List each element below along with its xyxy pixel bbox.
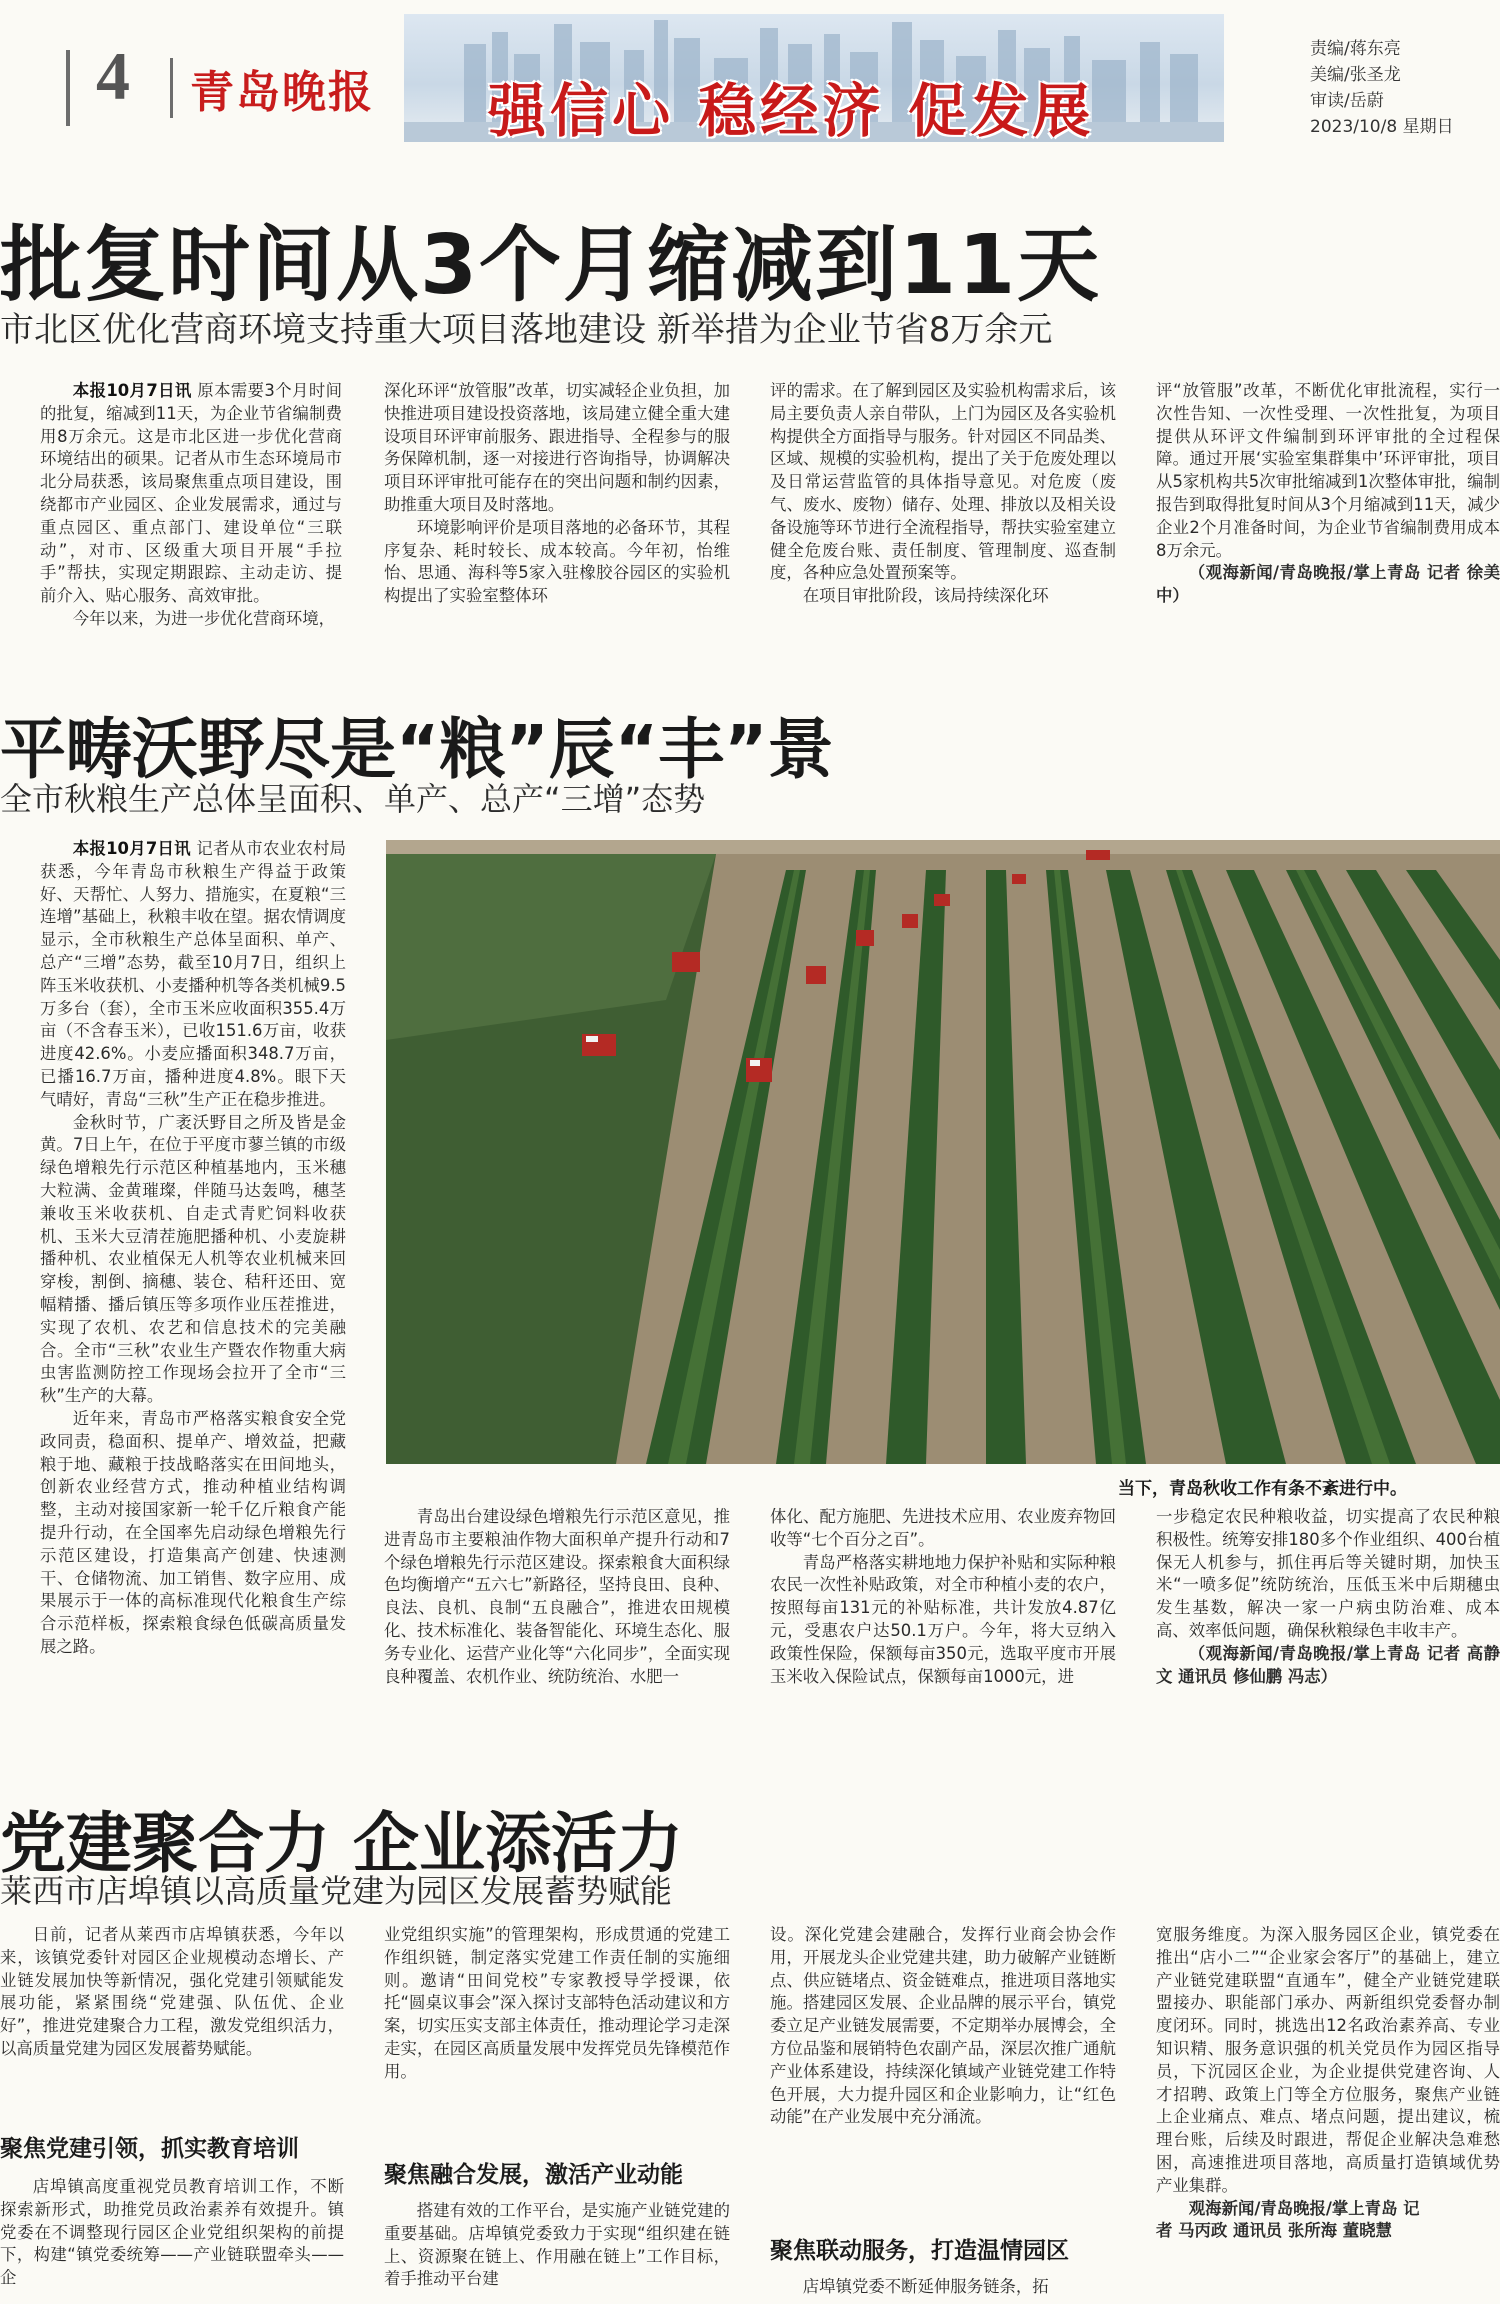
article3-column-2b	[384, 2200, 730, 2304]
section-heading: 聚焦党建引领，抓实教育培训	[0, 2136, 299, 2162]
harvest-photo	[386, 840, 1500, 1464]
masthead-divider	[66, 50, 70, 126]
proofreader-credit: 审读/岳蔚	[1310, 91, 1384, 111]
article-paragraph: 环境影响评价是项目落地的必备环节，其程序复杂、耗时较长、成本较高。今年初，怡维怡、思通、海科等5家入驻橡胶谷园区的实验机构提出了实验室整体环	[384, 517, 730, 606]
article2-column-3	[770, 1506, 1116, 1728]
article-paragraph: 评的需求。在了解到园区及实验机构需求后，该局主要负责人亲自带队，上门为园区及各实验机构提供全方面指导与服务。针对园区不同品类、区域、规模的实验机构，提出了关于危废处理以及日常运营监管的具体指导意见。对危废（废气、废水、废物）储存、处理、排放以及相关设备设施等环节进行全流程指导，帮扶实验室建立健全危废台账、责任制度、管理制度、巡查制度，各种应急处置预案等。	[770, 381, 1116, 583]
article1-headline: 批复时间从3个月缩减到11天	[0, 218, 1102, 313]
article-paragraph: 青岛出台建设绿色增粮先行示范区意见，推进青岛市主要粮油作物大面积单产提升行动和7个绿色增粮先行示范区建设。探索粮食大面积绿色均衡增产“五六七”新路径，坚持良田、良种、良法、良机、良制“五良融合”，推进农田规模化、技术标准化、装备智能化、环境生态化、服务专业化、运营产业化等“六化同步”，全面实现良种覆盖、农机作业、统防统治、水肥一	[384, 1507, 730, 1686]
editor-credits	[1310, 36, 1454, 140]
section-heading: 聚焦联动服务，打造温情园区	[770, 2238, 1069, 2264]
page-number: 4	[96, 38, 130, 114]
article3-column-3b	[770, 2276, 1116, 2304]
article2-column-4	[1156, 1506, 1500, 1728]
harvest-field-image	[386, 840, 1500, 1464]
article-paragraph: 今年以来，为进一步优化营商环境，	[72, 608, 336, 628]
article3-headline: 党建聚合力 企业添活力	[0, 1805, 683, 1882]
article3-column-1b	[0, 2176, 344, 2304]
dateline: 本报10月7日讯	[72, 381, 192, 400]
article-byline: 者 马丙政 通讯员 张所海 董晓慧	[1156, 2221, 1392, 2241]
designer-credit: 美编/张圣龙	[1310, 65, 1401, 85]
article3-column-4	[1156, 1924, 1500, 2304]
section-heading: 聚焦融合发展，激活产业动能	[384, 2162, 683, 2188]
article-paragraph: 店埠镇党委不断延伸服务链条，拓	[802, 2277, 1049, 2296]
article-paragraph: 日前，记者从莱西市店埠镇获悉，今年以来，该镇党委针对园区企业规模动态增长、产业链发展加快等新情况，强化党建引领赋能发展功能，紧紧围绕“党建强、队伍优、企业好”，推进党建聚合力工程，激发党组织活力，以高质量党建为园区发展蓄势赋能。	[0, 1925, 344, 2058]
article-paragraph: 在项目审批阶段，该局持续深化环	[802, 586, 1049, 606]
editor-credit: 责编/蒋东亮	[1310, 39, 1401, 59]
article1-column-2	[384, 380, 730, 664]
article-paragraph: 评“放管服”改革，不断优化审批流程，实行一次性告知、一次性受理、一次性批复，为项目提供从环评文件编制到环评审批的全过程保障。通过开展‘实验室集群集中’环评审批，项目从5家机构共5次审批缩减到1次整体审批，编制报告到取得批复时间从3个月缩减到11天，减少企业2个月准备时间，为企业节省编制费用成本8万余元。	[1156, 381, 1500, 560]
article3-column-2	[384, 1924, 730, 2124]
article-paragraph: 店埠镇高度重视党员教育培训工作，不断探索新形式，助推党员政治素养有效提升。镇党委在不调整现行园区企业党组织架构的前提下，构建“镇党委统筹——产业链联盟牵头——企	[0, 2177, 344, 2288]
article-paragraph: 宽服务维度。为深入服务园区企业，镇党委在推出“店小二”“企业家会客厅”的基础上，建立产业链党建联盟“直通车”，健全产业链党建联盟接办、职能部门承办、两新组织党委督办制度闭环。同时，挑选出12名政治素养高、专业知识精、服务意识强的机关党员作为园区指导员，下沉园区企业，为企业提供党建咨询、人才招聘、政策上门等全方位服务，聚焦产业链上企业痛点、难点、堵点问题，提出建议，梳理台账，后续及时跟进，帮促企业解决急难愁困，高速推进项目落地，高质量打造镇域优势产业集群。	[1156, 1925, 1500, 2195]
photo-caption: 当下，青岛秋收工作有条不紊进行中。	[1118, 1479, 1407, 1499]
article3-subheadline: 莱西市店埠镇以高质量党建为园区发展蓄势赋能	[0, 1872, 673, 1910]
issue-date: 2023/10/8 星期日	[1310, 117, 1454, 137]
article1-column-4	[1156, 380, 1500, 664]
article-paragraph: 近年来，青岛市严格落实粮食安全党政同责，稳面积、提单产、增效益，把藏粮于地、藏粮于技战略落实在田间地头，创新农业经营方式，推动种植业结构调整，主动对接国家新一轮千亿斤粮食产能提升行动，在全国率先启动绿色增粮先行示范区建设，打造集高产创建、快速测干、仓储物流、加工销售、数字应用、成果展示于一体的高标准现代化粮食生产综合示范样板，探索粮食绿色低碳高质量发展之路。	[40, 1408, 346, 1656]
article-paragraph: 业党组织实施”的管理架构，形成贯通的党建工作组织链，制定落实党建工作责任制的实施细则。邀请“田间党校”专家教授导学授课，依托“圆桌议事会”深入探讨支部特色活动建议和方案，切实压实支部主体责任，推动理论学习走深走实，在园区高质量发展中发挥党员先锋模范作用。	[384, 1925, 730, 2081]
article-text: 原本需要3个月时间的批复，缩减到11天，为企业节省编制费用8万余元。这是市北区进一步优化营商环境结出的硕果。记者从市生态环境局市北分局获悉，该局聚焦重点项目建设，围绕都市产业园区、企业发展需求，通过与重点园区、重点部门、建设单位“三联动”，对市、区级重大项目开展“手拉手”帮扶，实现定期跟踪、主动走访、提前介入、贴心服务、高效审批。	[40, 381, 342, 606]
slogan-banner	[404, 14, 1224, 142]
article-paragraph: 搭建有效的工作平台，是实施产业链党建的重要基础。店埠镇党委致力于实现“组织建在链上、资源聚在链上、作用融在链上”工作目标，着手推动平台建	[384, 2201, 730, 2289]
article-paragraph: 深化环评“放管服”改革，切实减轻企业负担，加快推进项目建设投资落地，该局建立健全重大建设项目环评审前服务、跟进指导、全程参与的服务保障机制，逐一对接进行咨询指导，协调解决项目环评审批可能存在的突出问题和制约因素，助推重大项目及时落地。	[384, 381, 730, 514]
dateline: 本报10月7日讯	[72, 839, 191, 858]
article3-column-1	[0, 1924, 344, 2136]
slogan-text: 强信心 稳经济 促发展	[488, 77, 1095, 142]
article-byline: 观海新闻/青岛晚报/掌上青岛 记	[1188, 2198, 1420, 2218]
article1-column-3	[770, 380, 1116, 664]
article-paragraph: 金秋时节，广袤沃野目之所及皆是金黄。7日上午，在位于平度市蓼兰镇的市级绿色增粮先行示范区种植基地内，玉米穗大粒满、金黄璀璨，伴随马达轰鸣，穗茎兼收玉米收获机、自走式青贮饲料收获机、玉米大豆清茬施肥播种机、小麦旋耕播种机、农业植保无人机等农业机械来回穿梭，割倒、摘穗、装仓、秸秆还田、宽幅精播、播后镇压等多项作业压茬推进，实现了农机、农艺和信息技术的完美融合。全市“三秋”农业生产暨农作物重大病虫害监测防控工作现场会拉开了全市“三秋”生产的大幕。	[40, 1112, 346, 1406]
article-paragraph: 体化、配方施肥、先进技术应用、农业废弃物回收等“七个百分之百”。	[770, 1507, 1116, 1549]
newspaper-logo: 青岛晚报	[190, 67, 374, 118]
article1-subheadline: 市北区优化营商环境支持重大项目落地建设 新举措为企业节省8万余元	[0, 310, 1053, 350]
article2-left-column	[40, 838, 346, 1726]
article2-subheadline: 全市秋粮生产总体呈面积、单产、总产“三增”态势	[0, 780, 706, 818]
article-byline: （观海新闻/青岛晚报/掌上青岛 记者 徐美中）	[1156, 563, 1500, 606]
article1-column-1	[40, 380, 342, 664]
article2-headline: 平畴沃野尽是“粮”辰“丰”景	[0, 711, 834, 788]
article-paragraph: 设。深化党建会建融合，发挥行业商会协会作用，开展龙头企业党建共建，助力破解产业链断点、供应链堵点、资金链难点，推进项目落地实施。搭建园区发展、企业品牌的展示平台，镇党委立足产业链发展需要，不定期举办展博会，全方位品鉴和展销特色农副产品，深层次推广通航产业体系建设，持续深化镇域产业链党建工作特色开展，大力提升园区和企业影响力，让“红色动能”在产业发展中充分涌流。	[770, 1925, 1116, 2127]
article-paragraph: 青岛严格落实耕地地力保护补贴和实际种粮农民一次性补贴政策，对全市种植小麦的农户，按照每亩131元的补贴标准，共计发放4.87亿元，受惠农户达50.1万户。今年，将大豆纳入政策性保险，保额每亩350元，选取平度市开展玉米收入保险试点，保额每亩1000元，进	[770, 1552, 1116, 1686]
article-byline: （观海新闻/青岛晚报/掌上青岛 记者 高静文 通讯员 修仙鹏 冯志）	[1156, 1643, 1500, 1686]
masthead-divider	[170, 58, 173, 118]
masthead	[0, 0, 1500, 152]
article2-column-2	[384, 1506, 730, 1728]
article3-column-3	[770, 1924, 1116, 2216]
article-paragraph: 一步稳定农民种粮收益，切实提高了农民种粮积极性。统筹安排180多个作业组织、400台植保无人机参与，抓住再后等关键时期，加快玉米“一喷多促”统防统治，压低玉米中后期穗虫发生基数，解决一家一户病虫防治难、成本高、效率低问题，确保秋粮绿色丰收丰产。	[1156, 1507, 1500, 1640]
article-text: 记者从市农业农村局获悉，今年青岛市秋粮生产得益于政策好、天帮忙、人努力、措施实，在夏粮“三连增”基础上，秋粮丰收在望。据农情调度显示，全市秋粮生产总体呈面积、单产、总产“三增”态势，截至10月7日，组织上阵玉米收获机、小麦播种机等各类机械9.5万多台（套），全市玉米应收面积355.4万亩（不含春玉米），已收151.6万亩，收获进度42.6%。小麦应播面积348.7万亩，已播16.7万亩，播种进度4.8%。眼下天气晴好，青岛“三秋”生产正在稳步推进。	[40, 839, 346, 1109]
